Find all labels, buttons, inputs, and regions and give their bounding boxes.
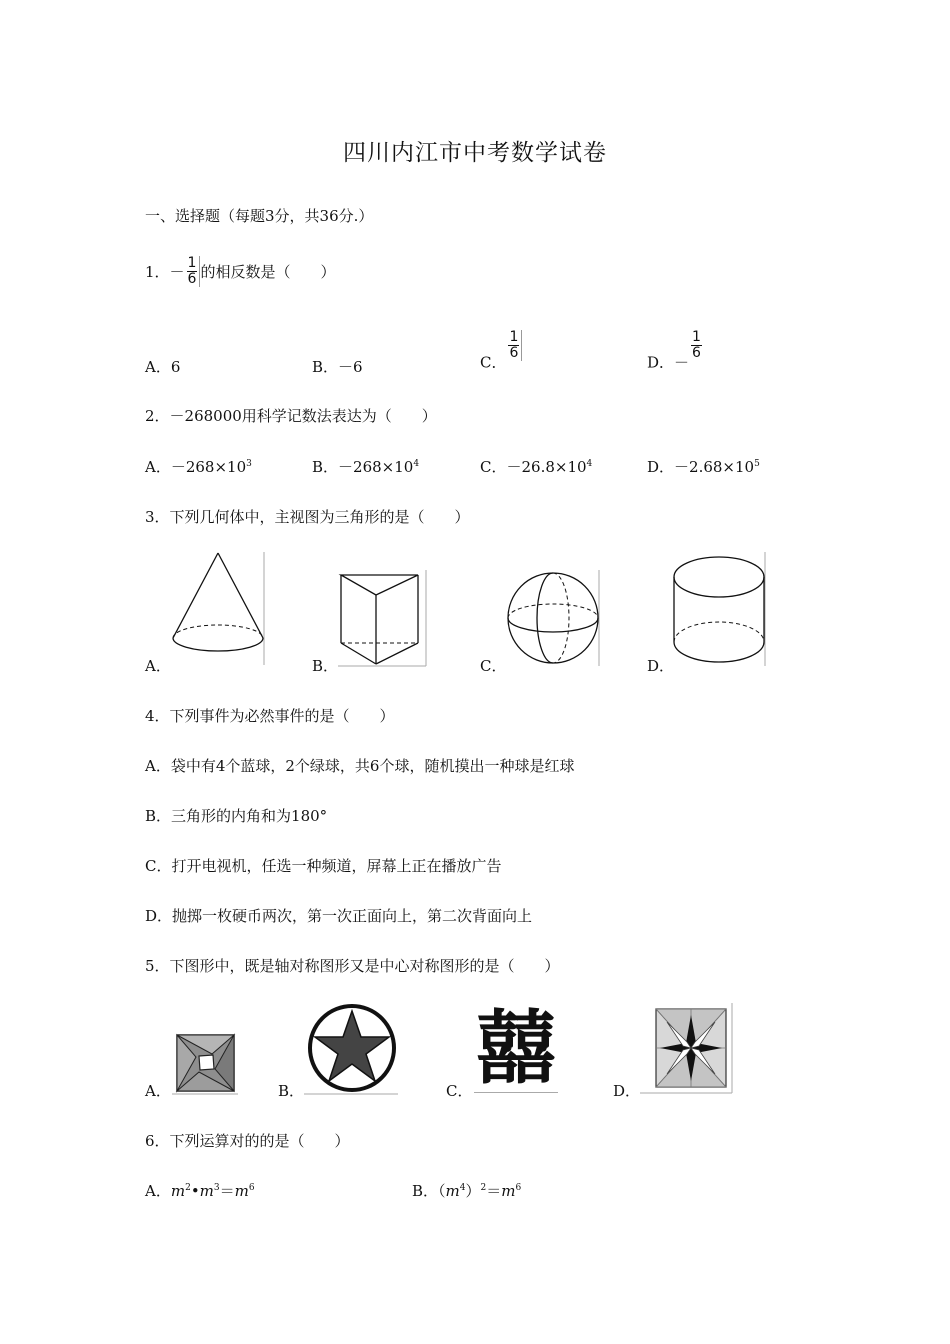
q1-option-c[interactable]: C． $\frac{1}{6}$ bbox=[480, 330, 522, 373]
q2-option-c[interactable]: C．$-26.8\times 10^4$ bbox=[480, 458, 593, 476]
q4-option-a[interactable]: A．袋中有4个蓝球，2个绿球，共6个球，随机摸出一种球是红球 bbox=[145, 757, 575, 775]
double-happiness-figure: 囍 bbox=[476, 1002, 556, 1095]
q3-option-c[interactable]: C． bbox=[480, 657, 507, 675]
q3-option-a[interactable]: A． bbox=[145, 657, 171, 675]
question-3: 3．下列几何体中，主视图为三角形的是（ ） bbox=[145, 508, 470, 526]
q5-option-b[interactable]: B． bbox=[278, 1082, 305, 1100]
q4-option-c[interactable]: C．打开电视机，任选一种频道，屏幕上正在播放广告 bbox=[145, 857, 502, 875]
question-2: 2．－268000用科学记数法表达为（ ） bbox=[145, 407, 437, 425]
q4-option-b[interactable]: B．三角形的内角和为180° bbox=[145, 807, 328, 825]
q1-fraction: $\frac{1}{6}$ bbox=[185, 256, 201, 287]
q2-option-a[interactable]: A．$-268\times 10^3$ bbox=[145, 458, 252, 476]
q1-option-a[interactable]: A．6 bbox=[145, 358, 181, 376]
cylinder-figure bbox=[670, 552, 770, 670]
q3-option-d[interactable]: D． bbox=[647, 657, 675, 675]
q3-option-b[interactable]: B． bbox=[312, 657, 339, 675]
q2-option-d[interactable]: D．$-2.68\times 10^5$ bbox=[647, 458, 760, 476]
question-5: 5．下图形中，既是轴对称图形又是中心对称图形的是（ ） bbox=[145, 957, 560, 975]
question-1 bbox=[145, 256, 335, 287]
prism-figure bbox=[336, 570, 430, 670]
sphere-figure bbox=[505, 570, 601, 668]
star-circle-figure bbox=[304, 1004, 400, 1096]
section-heading: 一、选择题（每题3分，共36分.） bbox=[145, 207, 374, 225]
q1-option-d[interactable]: D．－ $\frac{1}{6}$ bbox=[647, 329, 701, 372]
page-title: 四川内江市中考数学试卷 bbox=[343, 140, 607, 166]
pinwheel-square-figure bbox=[172, 1032, 240, 1096]
q5-option-a[interactable]: A． bbox=[145, 1082, 171, 1100]
q2-option-b[interactable]: B．$-268\times 10^4$ bbox=[312, 458, 420, 476]
q4-option-d[interactable]: D．抛掷一枚硬币两次，第一次正面向上，第二次背面向上 bbox=[145, 907, 533, 925]
star-tile-figure bbox=[640, 1003, 736, 1095]
q6-option-b[interactable]: B．$(m^4)^2=m^6$ bbox=[412, 1182, 522, 1200]
cone-figure bbox=[168, 550, 268, 670]
q1-option-b[interactable]: B．－6 bbox=[312, 358, 363, 376]
q1-suffix: 的相反数是（ ） bbox=[200, 263, 336, 281]
q1-prefix: 1．－ bbox=[145, 263, 185, 281]
question-4: 4．下列事件为必然事件的是（ ） bbox=[145, 707, 395, 725]
q5-option-c[interactable]: C． bbox=[446, 1082, 473, 1100]
q6-option-a[interactable]: A．$m^2•m^3=m^6$ bbox=[145, 1182, 255, 1200]
q5-option-d[interactable]: D． bbox=[613, 1082, 641, 1100]
question-6: 6．下列运算对的的是（ ） bbox=[145, 1132, 350, 1150]
